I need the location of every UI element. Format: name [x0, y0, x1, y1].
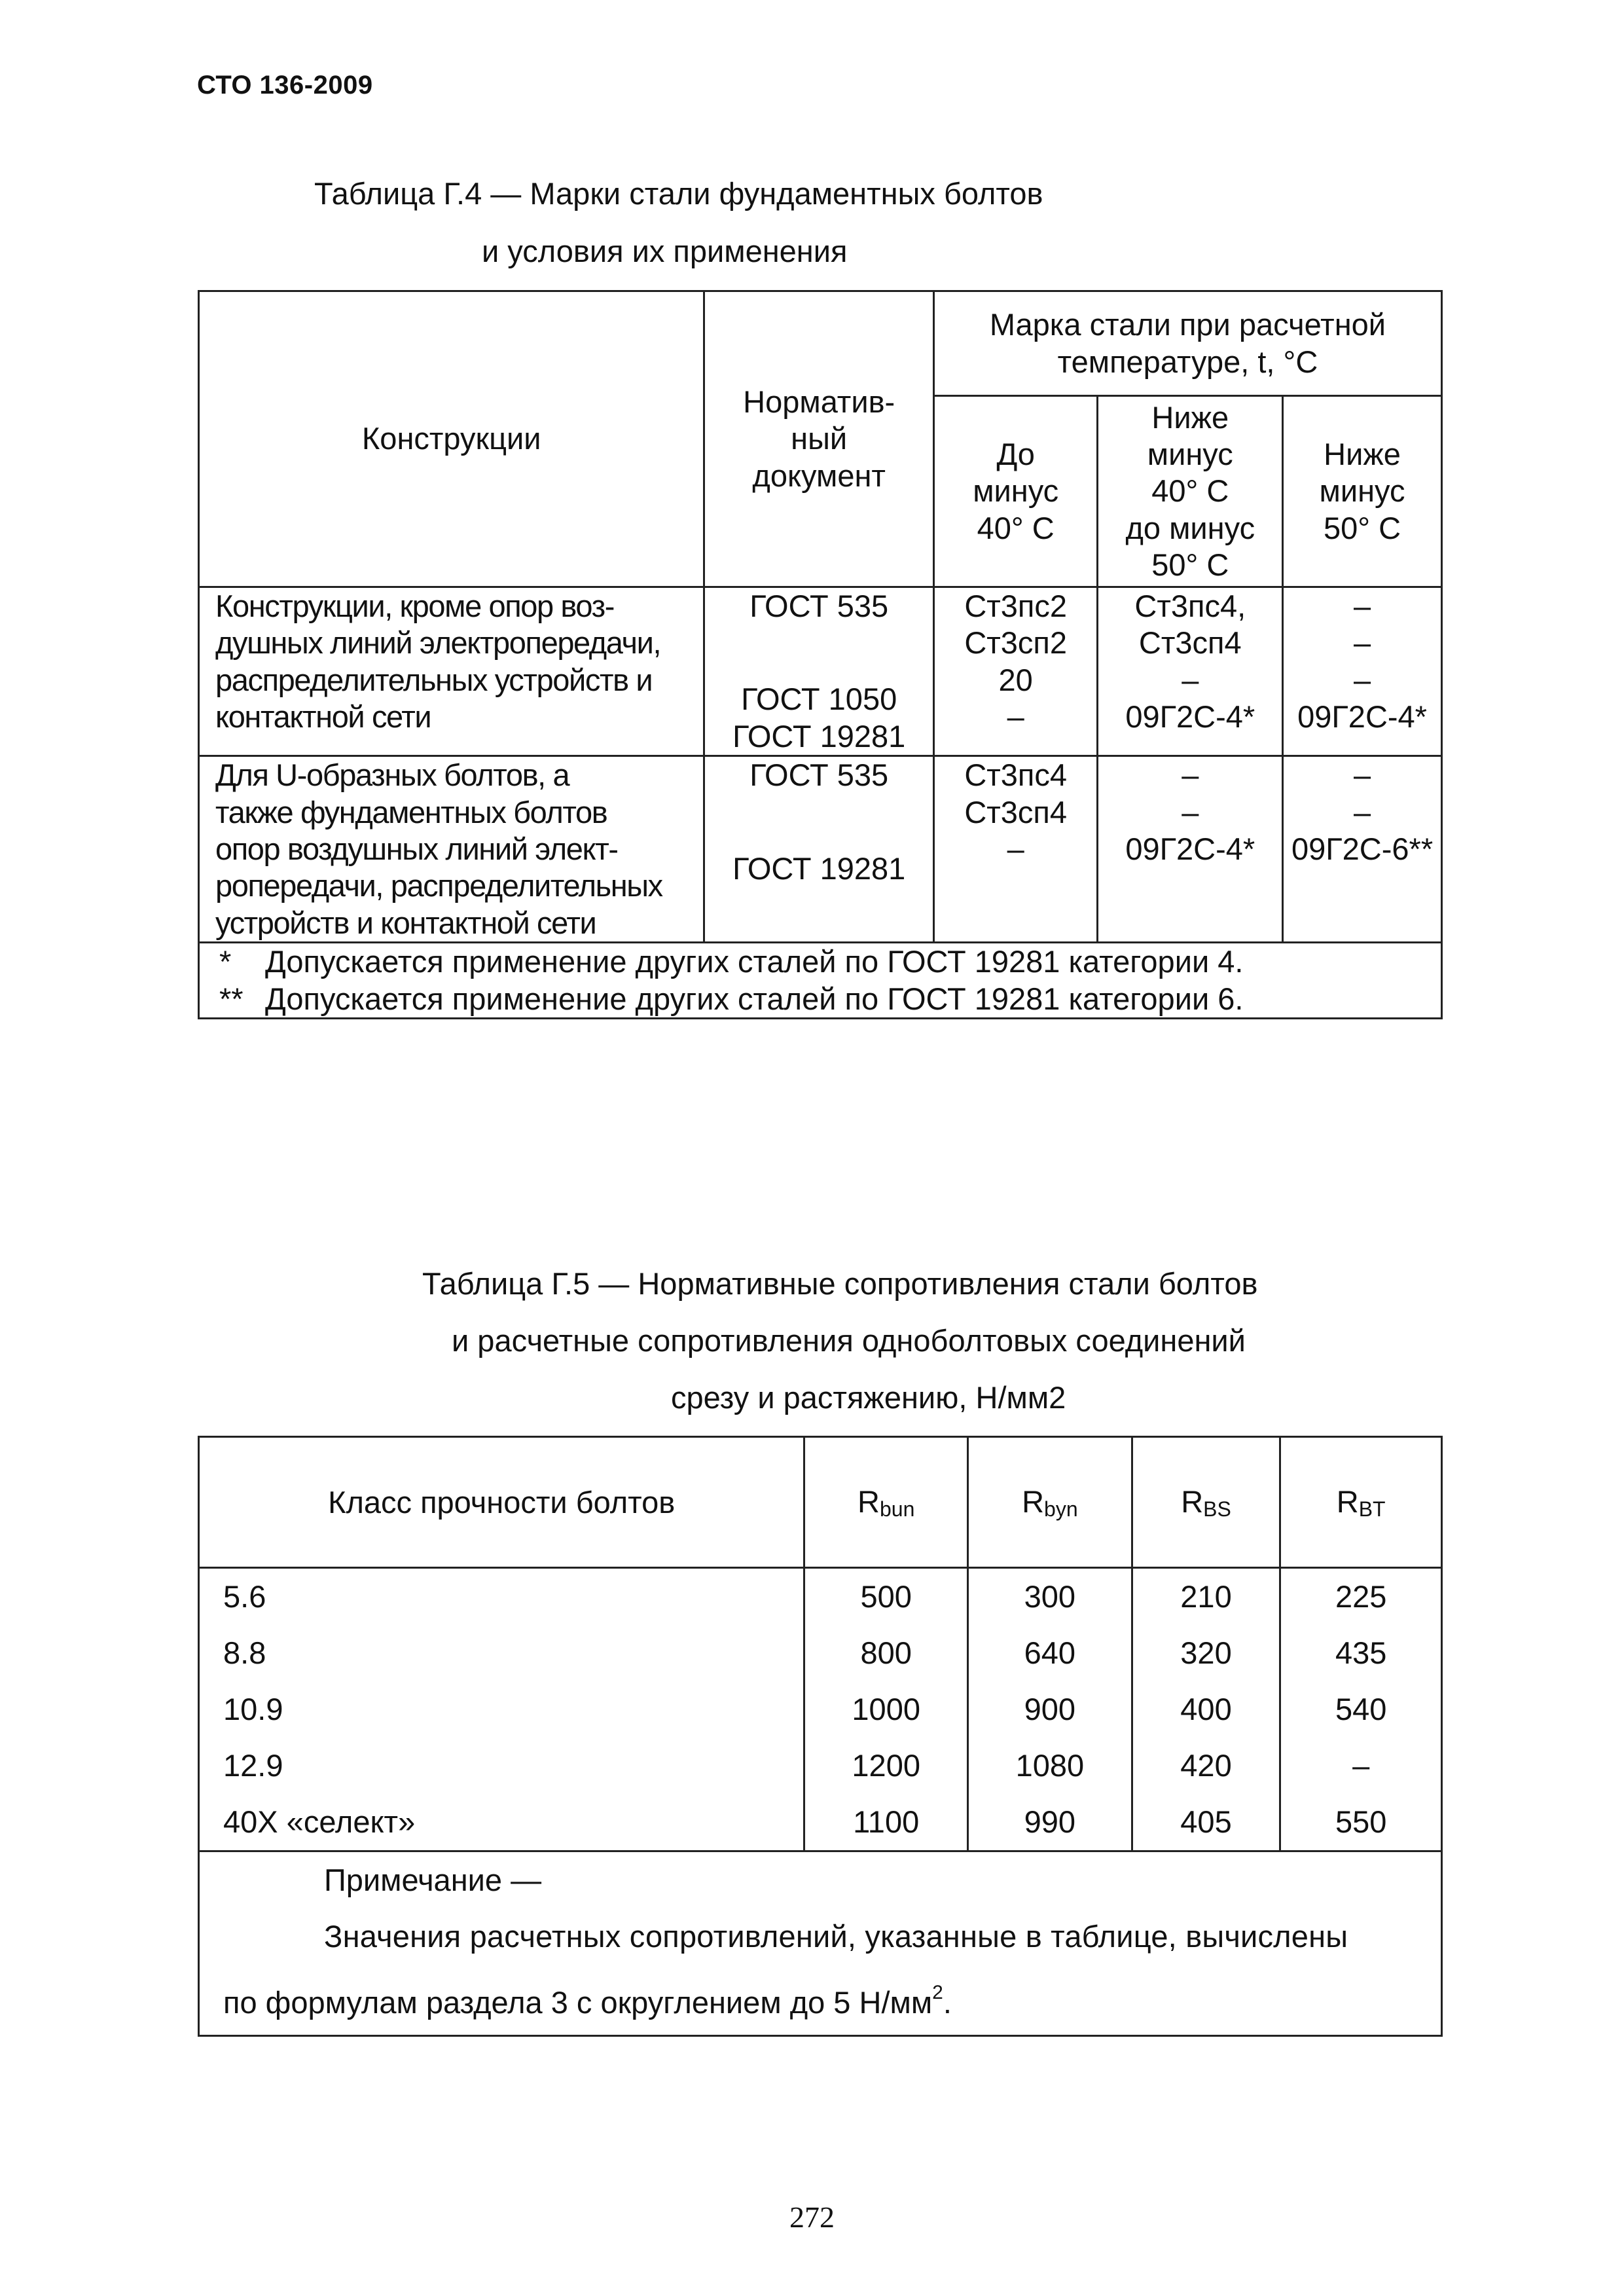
t5-rbt-value: 435	[1335, 1635, 1387, 1670]
t4-g2-line: устройств и контактной сети	[215, 905, 596, 940]
t4-footnote	[219, 981, 1441, 1017]
t4-g2-t2: –	[1182, 757, 1199, 793]
t4-g2-doc: ГОСТ 535	[749, 757, 889, 793]
t5-h-sub: BT	[1358, 1497, 1386, 1521]
t5-header-class: Класс прочности болтов	[199, 1437, 804, 1568]
t4-group2-temp3	[1283, 756, 1442, 943]
t4-g1-t1: Ст3сп2	[964, 625, 1068, 661]
t4-g1-doc: ГОСТ 535	[749, 589, 889, 623]
t5-rbt-value: –	[1352, 1748, 1370, 1783]
t5-note-line2: по формулам раздела 3 с округлением до 5 Н/мм	[223, 1985, 933, 2020]
t4-g2-t3: 09Г2С-6**	[1291, 831, 1434, 866]
t5-h-base: R	[1181, 1484, 1204, 1519]
t4-group1-temp1	[933, 587, 1098, 756]
t4-g1-line: контактной сети	[215, 699, 431, 735]
t5-rbyn-value: 640	[1024, 1635, 1076, 1670]
t4-g1-doc: ГОСТ 19281	[732, 718, 906, 754]
t4-g2-doc: ГОСТ 19281	[732, 850, 906, 886]
t5-h-sub: bun	[879, 1497, 915, 1521]
footnote-text: Допускается применение других сталей по ГОСТ 19281 категории 6.	[265, 981, 1244, 1016]
t5-rbs-value: 400	[1180, 1692, 1232, 1726]
t5-note-end: .	[943, 1985, 952, 2020]
t4-g1-line: душных линий электропередачи,	[215, 625, 661, 661]
t5-rbun-value: 1200	[852, 1748, 920, 1783]
t5-rbs-value: 420	[1180, 1748, 1232, 1783]
t4-header-temp-minus40-to-minus50: Ниже минус 40° С до минус 50° С	[1098, 396, 1283, 587]
t5-rbs-value: 210	[1180, 1579, 1232, 1614]
t4-g1-t3: –	[1353, 662, 1371, 697]
t4-g2-t2: –	[1182, 794, 1199, 829]
t5-col-rbt	[1280, 1568, 1442, 1851]
t5-header-rbun	[804, 1437, 968, 1568]
t5-note-sup: 2	[932, 1982, 943, 2003]
t5-header-rbyn	[968, 1437, 1132, 1568]
t5-rbyn-value: 300	[1024, 1579, 1076, 1614]
t4-header-steel-grade: Марка стали при расчетной температуре, t, °С	[933, 291, 1441, 396]
t4-g1-t1: Ст3пс2	[964, 589, 1068, 623]
t5-col-class	[199, 1568, 804, 1851]
t5-rbt-value: 225	[1335, 1579, 1387, 1614]
table5-caption-line1: Таблица Г.5 — Нормативные сопротивления стали болтов	[422, 1266, 1258, 1301]
t5-note	[199, 1851, 1442, 2036]
t5-class-value: 40Х «селект»	[223, 1804, 416, 1839]
t4-group2-docs	[704, 756, 933, 943]
t4-g2-t1: Ст3сп4	[964, 794, 1068, 829]
t4-g1-line: распределительных устройств и	[215, 662, 653, 697]
t4-group2-temp2	[1098, 756, 1283, 943]
t5-h-base: R	[1022, 1484, 1045, 1519]
t5-class-value: 5.6	[223, 1579, 266, 1614]
t4-g1-t2: Ст3сп4	[1138, 625, 1242, 661]
t4-g2-t1: Ст3пс4	[964, 757, 1068, 793]
t4-g2-line: ропередачи, распределительных	[215, 868, 662, 903]
t4-g2-t3: –	[1353, 794, 1371, 829]
t5-header-rbt	[1280, 1437, 1442, 1568]
t5-h-base: R	[1336, 1484, 1359, 1519]
t4-g1-doc	[705, 625, 932, 681]
t5-col-rbun	[804, 1568, 968, 1851]
t5-class-value: 8.8	[223, 1635, 266, 1670]
t4-group1-temp2	[1098, 587, 1283, 756]
t5-rbt-value: 540	[1335, 1692, 1387, 1726]
t4-g1-t2: –	[1182, 662, 1199, 697]
t5-h-sub: BS	[1203, 1497, 1231, 1521]
t4-g2-t3: –	[1353, 757, 1371, 793]
t5-rbs-value: 405	[1180, 1804, 1232, 1839]
t5-rbun-value: 500	[860, 1579, 912, 1614]
table5	[198, 1436, 1443, 2037]
t5-rbyn-value: 1080	[1015, 1748, 1085, 1783]
t5-rbun-value: 1000	[852, 1692, 920, 1726]
t5-note-title: Примечание —	[324, 1863, 542, 1897]
t4-header-normative-doc: Норматив- ный документ	[704, 291, 933, 587]
table4	[198, 290, 1443, 1019]
t5-rbs-value: 320	[1180, 1635, 1232, 1670]
t4-g1-t1: 20	[998, 662, 1033, 697]
t4-g2-t1: –	[1007, 831, 1024, 866]
document-code: СТО 136-2009	[197, 71, 373, 100]
t5-h-sub: byn	[1044, 1497, 1078, 1521]
t4-header-constructions: Конструкции	[199, 291, 704, 587]
t4-g1-line: Конструкции, кроме опор воз-	[215, 589, 615, 623]
t4-g1-t1: –	[1007, 699, 1024, 735]
t5-note-line2-wrap	[223, 1965, 1441, 2031]
t5-col-rbyn	[968, 1568, 1132, 1851]
t5-class-value: 12.9	[223, 1748, 283, 1783]
t4-g2-line: Для U-образных болтов, а	[215, 757, 569, 793]
page-number: 272	[789, 2200, 835, 2234]
t4-g1-t3: –	[1353, 625, 1371, 661]
table5-caption-line3: срезу и растяжению, Н/мм2	[671, 1380, 1066, 1415]
table5-caption-line2: и расчетные сопротивления одноболтовых соединений	[452, 1323, 1246, 1358]
t4-g2-doc	[705, 794, 932, 850]
table4-caption-line1: Таблица Г.4 — Марки стали фундаментных болтов	[314, 176, 1043, 211]
t4-footnote	[219, 943, 1441, 980]
t4-g1-t2: 09Г2С-4*	[1125, 699, 1255, 735]
t5-rbt-value: 550	[1335, 1804, 1387, 1839]
t4-g1-doc: ГОСТ 1050	[741, 682, 897, 717]
t4-group2-constructions	[199, 756, 704, 943]
footnote-mark: *	[219, 944, 232, 979]
t5-rbun-value: 800	[860, 1635, 912, 1670]
t5-rbyn-value: 900	[1024, 1692, 1076, 1726]
t4-g2-line: опор воздушных линий элект-	[215, 831, 618, 866]
t4-g1-t3: 09Г2С-4*	[1297, 699, 1427, 735]
t4-group1-temp3	[1283, 587, 1442, 756]
t5-header-rbs	[1132, 1437, 1280, 1568]
t4-g2-t2: 09Г2С-4*	[1125, 831, 1255, 866]
t4-group2-temp1	[933, 756, 1098, 943]
t4-group1-constructions	[199, 587, 704, 756]
t4-g2-line: также фундаментных болтов	[215, 794, 607, 829]
t5-rbyn-value: 990	[1024, 1804, 1076, 1839]
footnote-text: Допускается применение других сталей по ГОСТ 19281 категории 4.	[265, 944, 1244, 979]
t4-header-temp-below-minus50: Ниже минус 50° С	[1283, 396, 1442, 587]
t5-col-rbs	[1132, 1568, 1280, 1851]
t5-h-base: R	[857, 1484, 880, 1519]
table4-caption-line2: и условия их применения	[482, 234, 848, 268]
t5-class-value: 10.9	[223, 1692, 283, 1726]
t4-footnotes	[199, 943, 1442, 1019]
t4-group1-docs	[704, 587, 933, 756]
t5-note-line1: Значения расчетных сопротивлений, указанные в таблице, вычислены	[324, 1919, 1348, 1954]
t4-header-temp-to-minus40: До минус 40° С	[933, 396, 1098, 587]
t5-rbun-value: 1100	[853, 1804, 920, 1839]
t4-g1-t3: –	[1353, 589, 1371, 623]
t4-g1-t2: Ст3пс4,	[1134, 589, 1246, 623]
footnote-mark: **	[219, 981, 244, 1016]
